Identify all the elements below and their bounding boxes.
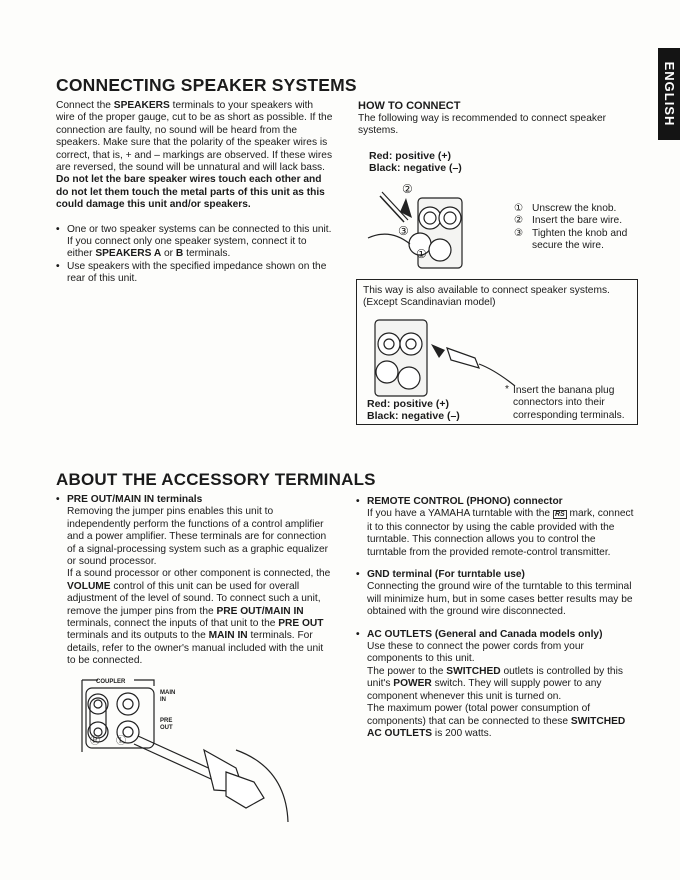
step-3	[514, 228, 636, 253]
step-1	[514, 203, 636, 215]
how-to-title: HOW TO CONNECT	[358, 100, 461, 112]
coupler-figure	[76, 672, 316, 832]
intro-speakers: SPEAKERS	[113, 100, 170, 111]
language-tab-label: ENGLISH	[662, 61, 678, 127]
intro-text: Connect the	[56, 100, 114, 111]
ac-p2-c: switch. They will supply power to any component whenever this unit is turned on.	[367, 678, 602, 702]
step-1-num: ①	[514, 203, 524, 214]
step-3-text: Tighten the knob and secure the wire.	[532, 227, 628, 252]
p2-e: terminals. For details, refer to the owner's manual included with the unit to be connected.	[67, 630, 324, 667]
p2-mainin: MAIN IN	[208, 630, 248, 642]
step-2-num: ②	[514, 215, 524, 227]
gnd-text: Connecting the ground wire of the turntable to this terminal will minimize hum, but in some cases better results may be obtained with the ground wire disconnected.	[367, 581, 633, 618]
banana-plug-box	[356, 279, 638, 425]
bullet-1-end: terminals.	[183, 248, 231, 260]
fig-label-one: ①	[416, 247, 427, 261]
p2-b: control of this unit can be used for overall adjustment of the level of sound. To connect such a unit, remove the jumper pins from the	[67, 580, 321, 617]
step-2	[514, 215, 636, 227]
ac-p2-a: The power to the	[367, 665, 447, 677]
p2-preout: PRE OUT	[278, 618, 324, 630]
speaker-terminal-figure	[360, 178, 500, 278]
ac-p3-b: is 200 watts.	[432, 727, 492, 739]
ac-p3	[367, 703, 636, 740]
p2-preout-main: PRE OUT/MAIN IN	[216, 605, 304, 617]
main-in-label: MAIN IN	[160, 690, 176, 703]
speaker-warning: Do not let the bare speaker wires touch each other and do not let them touch the metal parts of this unit as this could damage this unit and/or speakers.	[56, 174, 325, 211]
step-2-text: Insert the bare wire.	[532, 215, 623, 227]
remote-text	[356, 508, 636, 559]
bullet-1-text: One or two speaker systems can be connected to this unit. If you connect only one speaker system, connect it to either	[67, 223, 332, 260]
banana-plug-figure	[365, 314, 525, 400]
language-tab	[658, 48, 680, 140]
gnd-heading: • GND terminal (For turntable use)	[356, 569, 636, 581]
how-to-steps	[514, 203, 636, 253]
fig-label-three: ③	[398, 224, 409, 238]
step-3-num: ③	[514, 227, 524, 239]
speaker-section-body	[56, 100, 334, 286]
speaker-intro	[56, 100, 334, 174]
pre-out-p2	[67, 568, 334, 667]
left-channel-label: Ⓛ	[116, 736, 126, 747]
ac-p2-b: outlets is controlled by this unit's	[367, 665, 623, 690]
ac-p2-switched: SWITCHED	[446, 665, 501, 677]
pre-out-p1: Removing the jumper pins enables this unit to independently perform the functions of a control amplifier and a power amplifier. These terminals are for connection of a signal-processing system such as a graphic equalizer or sound processor.	[67, 506, 329, 568]
banana-red-label: Red: positive (+)	[367, 398, 449, 410]
speaker-section-title: CONNECTING SPEAKER SYSTEMS	[56, 75, 357, 95]
pre-out-block	[56, 494, 334, 668]
p2-a: If a sound processor or other component is connected, the	[67, 568, 331, 580]
fig-label-two: ②	[402, 182, 413, 196]
speaker-bullet-2: • Use speakers with the specified impedance shown on the rear of this unit.	[56, 261, 334, 286]
ac-p3-switched: SWITCHED AC OUTLETS	[367, 715, 626, 739]
how-to-black-label: Black: negative (–)	[369, 162, 462, 174]
p2-c: terminals, connect the inputs of that unit to the	[67, 618, 279, 630]
p2-d: terminals and its outputs to the	[67, 630, 209, 642]
pre-out-label: PRE OUT	[160, 718, 173, 731]
banana-note-mark: *	[505, 384, 509, 395]
ac-heading: • AC OUTLETS (General and Canada models only)	[356, 629, 636, 641]
p2-volume: VOLUME	[67, 580, 111, 592]
banana-box-text: This way is also available to connect speaker systems. (Except Scandinavian model)	[363, 285, 610, 309]
banana-black-label: Black: negative (–)	[367, 410, 460, 422]
speaker-bullet-1	[56, 224, 334, 261]
ac-p2	[367, 666, 636, 703]
how-to-red-label: Red: positive (+)	[369, 150, 451, 162]
remote-text-a: If you have a YAMAHA turntable with the	[367, 508, 553, 520]
bullet-1-or: or	[161, 248, 176, 260]
intro-text-2: terminals to your speakers with wire of the proper gauge, cut to be as short as possible. If the connection are faulty, no sound will be heard from the speakers. Make sure that the polarity of the speaker wires is correct, that is, + and – markings are observed. If these wires are reversed, the sound will be unnatural and will lack bass.	[56, 100, 333, 174]
ac-p1: Use these to connect the power cords from your components to this unit.	[367, 641, 584, 665]
remote-text-b: mark, connect it to this connector by using the cable provided with the turntable. This connection allows you to control the turntable from the provided remote-control transmitter.	[367, 508, 634, 558]
how-to-text: The following way is recommended to connect speaker systems.	[358, 113, 607, 137]
rs-logo: RS	[554, 511, 565, 519]
accessory-right-column	[356, 496, 636, 740]
ac-p3-a: The maximum power (total power consumption of components) that can be connected to these	[367, 703, 591, 727]
banana-note: Insert the banana plug connectors into their corresponding terminals.	[513, 385, 625, 421]
bullet-1-b: B	[175, 248, 184, 260]
remote-heading: • REMOTE CONTROL (PHONO) connector	[356, 496, 636, 508]
ac-p2-power: POWER	[393, 678, 432, 690]
coupler-label: COUPLER	[96, 679, 126, 685]
right-channel-label: Ⓡ	[90, 736, 100, 747]
bullet-1-speakers-a: SPEAKERS A	[95, 248, 162, 260]
step-1-text: Unscrew the knob.	[532, 203, 617, 214]
pre-out-heading: • PRE OUT/MAIN IN terminals	[56, 494, 334, 506]
accessory-section-title: ABOUT THE ACCESSORY TERMINALS	[56, 470, 376, 489]
